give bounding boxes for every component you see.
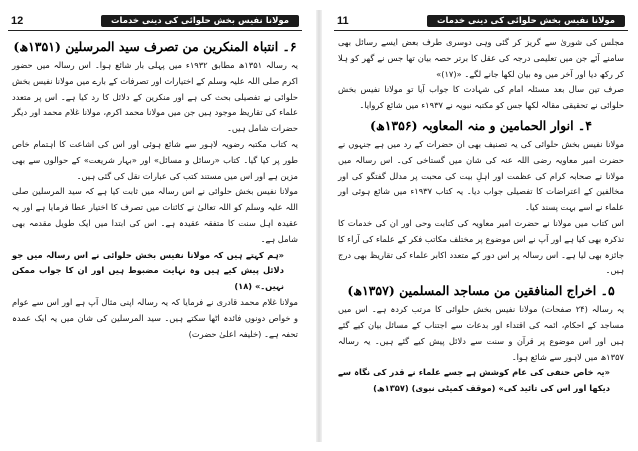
- page-body: [334, 31, 628, 397]
- page-body: [8, 31, 302, 342]
- paragraph: یہ رسالہ (۲۴ صفحات) مولانا نفیس بخش حلوائی کا مرتب کردہ ہے۔ اس میں مساجد کے احکام، ائمہ کی اقتداء اور بدعات سے اجتناب کے مسائل بیان کیے گئے ہیں اور اس موضوع پر قرآن و سنت سے دلائل پیش کیے گئے ہیں۔ یہ رسالہ ۱۳۵۷ھ میں لاہور سے شائع ہوا۔: [338, 304, 624, 362]
- page-11: [334, 12, 628, 440]
- page-header: [8, 12, 302, 31]
- paragraph: مولانا نفیس بخش حلوائی کی یہ تصنیف بھی ان حضرات کے رد میں ہے جنہوں نے حضرت امیر معاویہ رضی اللہ عنہ کی شان میں گستاخی کی۔ اس رسالہ میں مولانا نے صحابہ کرام کی عظمت اور اہلِ بیت کی محبت پر مدلل گفتگو کی اور مخالفین کے اعتراضات کا تفصیلی جواب دیا۔ یہ کتاب ۱۹۳۷ء میں شائع ہوئی اور علماء نے اسے بہت پسند کیا۔: [338, 138, 624, 213]
- running-header: مولانا نفیس بخش حلوائی کی دینی خدمات: [101, 15, 299, 27]
- quotation: «یہ خاص حنفی کی عام کوشش ہے جسے علماء نے قدر کی نگاہ سے دیکھا اور اس کی تائید کی» (موقف کمیٹی نبوی) (۱۳۵۷ھ): [338, 367, 610, 394]
- section-heading: ۵۔ اخراج المنافقین من مساجد المسلمین (۱۳۵۷ھ): [347, 283, 615, 299]
- paragraph: صرف تین سال بعد مسئلہ امام کی شہادت کا جواب آیا تو مولانا نفیس بخش حلوائی نے تحقیقی مقالہ لکھا جس کو مکتبہ نبویہ نے ۱۹۳۷ء میں شائع کروایا۔: [338, 84, 624, 111]
- paragraph: یہ رسالہ ۱۳۵۱ھ مطابق ۱۹۳۲ء میں پہلی بار شائع ہوا۔ اس رسالہ میں حضور اکرم صلی اللہ علیہ وسلم کے اختیارات اور تصرفات کے بارے میں مولانا نفیس بخش حلوائی نے تفصیلی بحث کی ہے اور منکرین کے دلائل کا رد کیا ہے۔ اس پر متعدد علماء کی تقاریظ موجود ہیں جن میں مولانا محمد اکرم، مولانا غلام محمد اور دیگر حضرات شامل ہیں۔: [12, 60, 298, 134]
- section-heading: ۶۔ انتباہ المنکرین من تصرف سید المرسلین (۱۳۵۱ھ): [13, 39, 297, 54]
- running-header: مولانا نفیس بخش حلوائی کی دینی خدمات: [427, 15, 625, 27]
- section-heading: ۴۔ انوار الحمامین و منہ المعاوبہ (۱۳۵۶ھ): [370, 117, 592, 133]
- paragraph: مولانا نفیس بخش حلوائی نے اس رسالہ میں ثابت کیا ہے کہ سید المرسلین صلی اللہ علیہ وسلم کو اللہ تعالیٰ نے کائنات میں تصرف کا اختیار عطا فرمایا ہے اور یہ عقیدہ اہل سنت کا متفقہ عقیدہ ہے۔ اس کی ابتدا میں ایک طویل مقدمہ بھی شامل ہے۔: [12, 186, 298, 244]
- quotation: «ہم کہتے ہیں کہ مولانا نفیس بخش حلوائی نے اس رسالہ میں جو دلائل پیش کیے ہیں وہ نہایت مضبوط ہیں اور ان کا جواب ممکن نہیں۔» (۱۸): [12, 249, 284, 292]
- page-12: [8, 12, 302, 440]
- paragraph: یہ کتاب مکتبہ رضویہ لاہور سے شائع ہوئی اور اس کی اشاعت کا اہتمام خاص طور پر کیا گیا۔ کتاب «رسائل و مسائل» اور «بہار شریعت» کے حوالوں سے بھی مزین ہے اور اس میں مستند کتب کی عبارات نقل کی گئی ہیں۔: [12, 138, 298, 181]
- paragraph: مولانا غلام محمد قادری نے فرمایا کہ یہ رسالہ اپنی مثال آپ ہے اور اس سے عوام و خواص دونوں فائدہ اٹھا سکتے ہیں۔ سید المرسلین کی شان میں یہ ایک عمدہ تحفہ ہے۔ (خلیفہ اعلیٰ حضرت): [12, 296, 298, 339]
- paragraph: مجلس کی شوریٰ سے گریز کر گئی وہی دوسری طرف بعض ایسے رسائل بھی سامنے آئے جن میں تعلیمی درجہ کی عقل کا برتر حصہ بیان تھا جس نے گھر کو ہلا کر رکھ دیا اور آخر میں وہ بیان لکھا جانے لگے۔ «(۱۷)»: [338, 37, 624, 79]
- paragraph: اس کتاب میں مولانا نے حضرت امیر معاویہ کی کتابت وحی اور ان کی خدمات کا تذکرہ بھی کیا ہے اور آپ نے اس موضوع پر مختلف مکاتب فکر کے علماء کی آراء کا جائزہ بھی لیا ہے۔ اس رسالہ پر اس دور کے متعدد اکابر علماء کی تقاریظ بھی درج ہیں۔: [338, 217, 624, 276]
- page-number: 12: [11, 15, 24, 27]
- page-number: 11: [337, 15, 349, 27]
- book-gutter: [316, 10, 322, 442]
- page-header: [334, 12, 628, 31]
